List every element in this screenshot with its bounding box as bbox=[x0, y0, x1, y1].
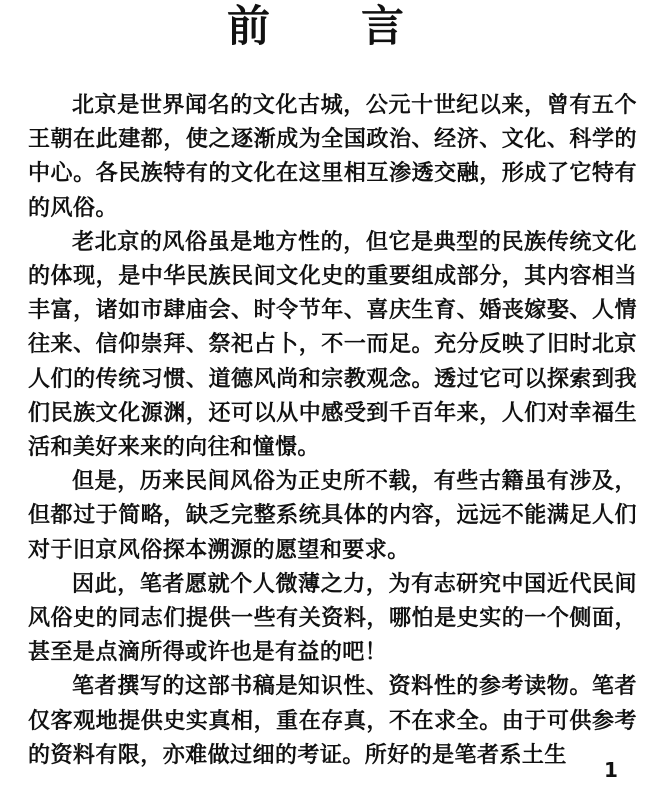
paragraph-5: 笔者撰写的这部书稿是知识性、资料性的参考读物。笔者仅客观地提供史实真相，重在存真，不在求全。由于可供参考的资料有限，亦难做过细的考证。所好的是笔者系土生 bbox=[28, 673, 637, 768]
paragraph-2: 老北京的风俗虽是地方性的，但它是典型的民族传统文化的体现，是中华民族民间文化史的重要组成部分，其内容相当丰富，诸如市肆庙会、时令节年、喜庆生育、婚丧嫁娶、人情往来、信仰崇拜、祭祀占卜，不一而足。充分反映了旧时北京人们的传统习惯、道德风尚和宗教观念。透过它可以探索到我们民族文化源渊，还可以从中感受到千百年来，人们对幸福生活和美好来来的向往和憧憬。 bbox=[28, 228, 637, 461]
paragraph-4: 因此，笔者愿就个人微薄之力，为有志研究中国近代民间风俗史的同志们提供一些有关资料，哪怕是史实的一个侧面，甚至是点滴所得或许也是有益的吧！ bbox=[28, 570, 637, 666]
preface-text bbox=[28, 88, 637, 772]
page-number: 1 bbox=[604, 758, 618, 782]
paragraph-3: 但是，历来民间风俗为正史所不载，有些古籍虽有涉及，但都过于简略，缺乏完整系统具体的内容，远远不能满足人们对于旧京风俗探本溯源的愿望和要求。 bbox=[28, 468, 637, 563]
page-title: 前 言 bbox=[227, 2, 428, 52]
paragraph-1: 北京是世界闻名的文化古城，公元十世纪以来，曾有五个王朝在此建都，使之逐渐成为全国政治、经济、文化、科学的中心。各民族特有的文化在这里相互渗透交融，形成了它特有的风俗。 bbox=[28, 92, 637, 221]
